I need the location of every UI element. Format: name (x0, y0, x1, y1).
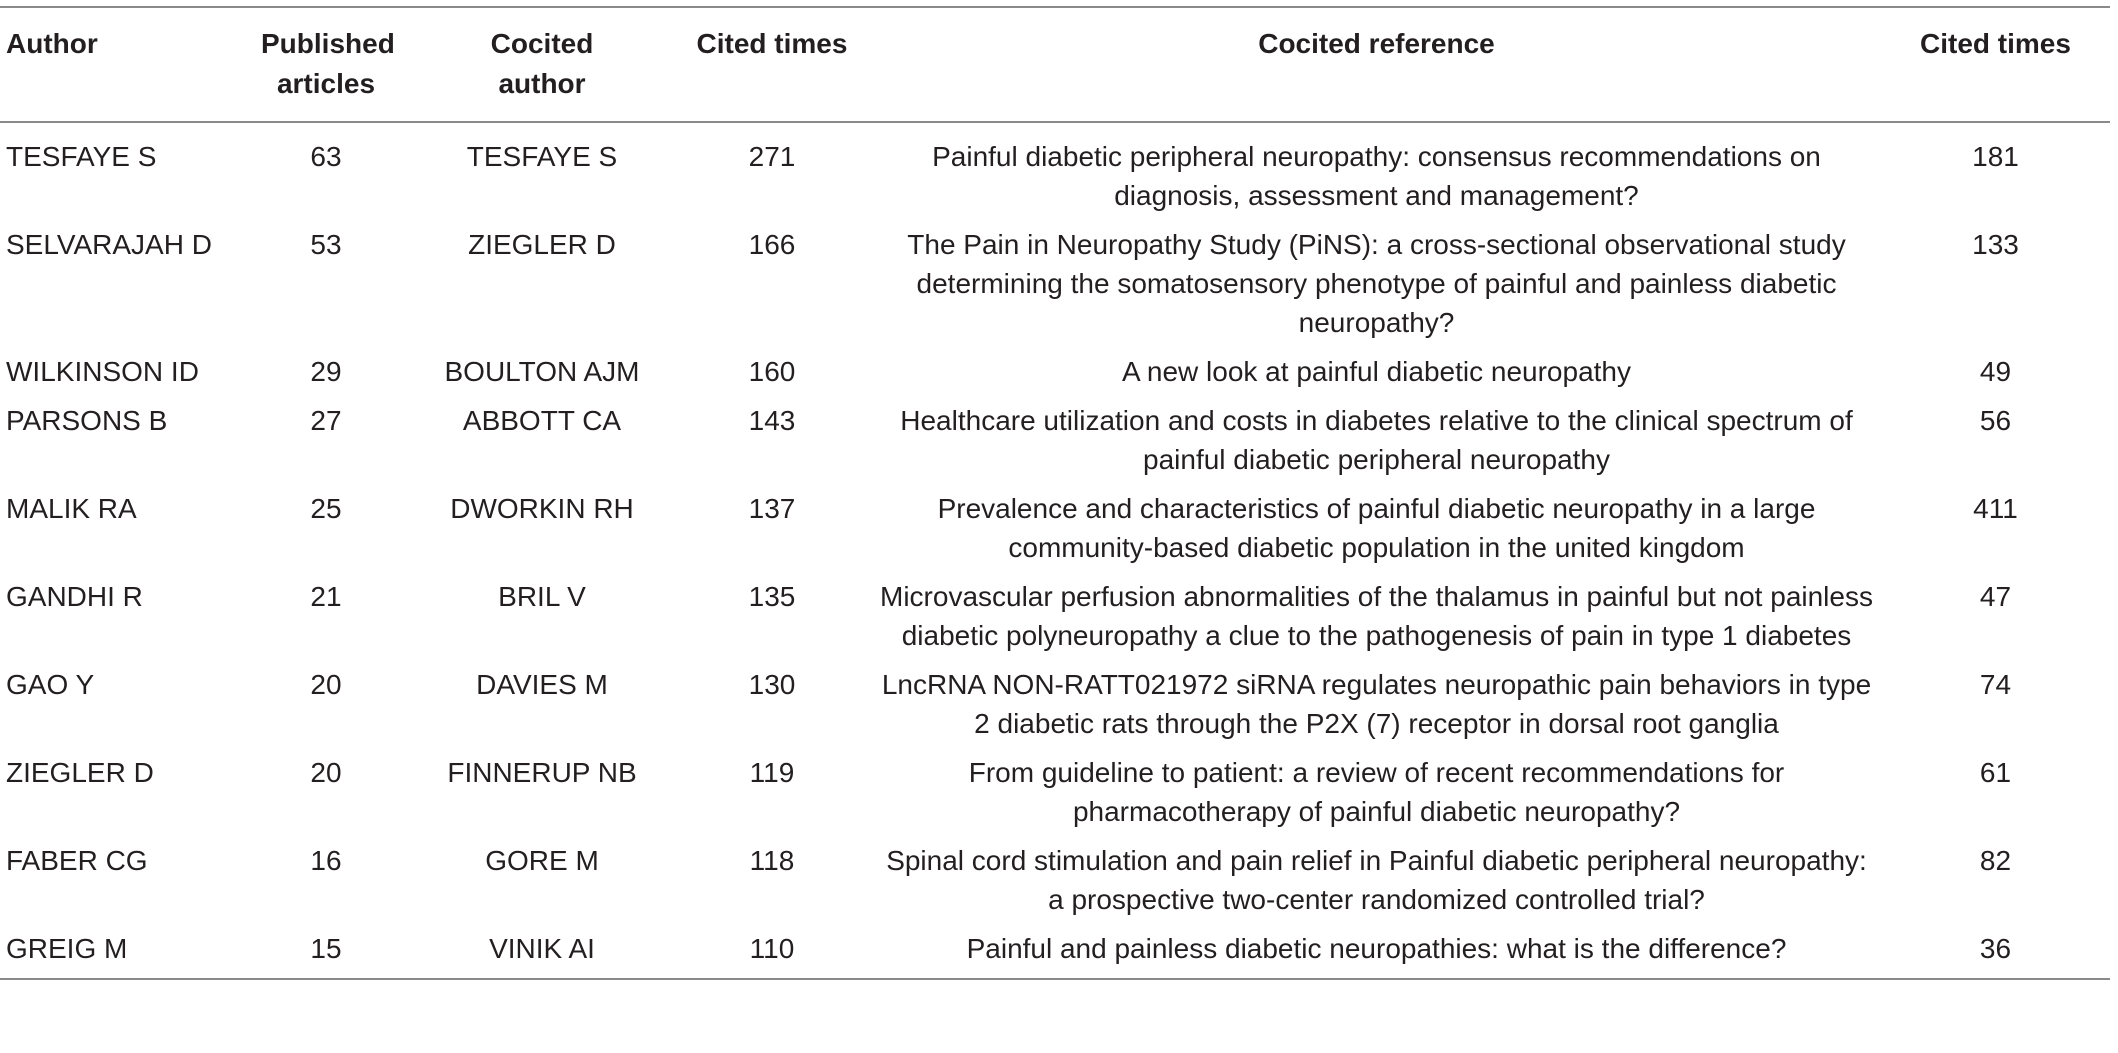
cell-author: GREIG M (6, 933, 128, 964)
cell-cocited-reference: Microvascular perfusion abnormalities of the thalamus in painful but not painless diabetic polyneuropathy a clue to the pathogenesis of pain in type 1 diabetes (880, 581, 1873, 651)
cell-published-articles: 53 (310, 229, 342, 260)
header-cited-times-reference: Cited times (1920, 28, 2071, 59)
cell-cited-times-author: 119 (749, 757, 795, 788)
cell-cocited-author: DWORKIN RH (450, 493, 634, 524)
cell-cocited-reference: Painful and painless diabetic neuropathies: what is the difference? (966, 933, 1787, 964)
cell-cocited-reference: LncRNA NON-RATT021972 siRNA regulates neuropathic pain behaviors in type 2 diabetic rats through the P2X (7) receptor in dorsal root ganglia (881, 669, 1872, 739)
header-cocited-author-label: Cocited author (490, 28, 594, 99)
cell-cited-times-reference: 411 (1973, 493, 2018, 524)
cell-author: ZIEGLER D (6, 757, 154, 788)
header-published-articles (240, 7, 412, 122)
table-row (0, 753, 2110, 841)
cell-cited-times-reference: 61 (1979, 757, 2012, 788)
cell-cited-times-author: 143 (748, 405, 796, 436)
cell-cocited-author: VINIK AI (489, 933, 595, 964)
table-row (0, 225, 2110, 352)
header-cocited-reference: Cocited reference (1258, 28, 1495, 59)
cell-published-articles: 63 (310, 141, 342, 172)
cell-cited-times-reference: 82 (1979, 845, 2012, 876)
cell-cited-times-reference: 133 (1972, 229, 2019, 260)
cell-cocited-author: BOULTON AJM (444, 356, 640, 387)
cell-cocited-reference: Prevalence and characteristics of painful diabetic neuropathy in a large community-based diabetic population in the united kingdom (937, 493, 1816, 563)
cell-cited-times-author: 137 (748, 493, 796, 524)
header-cocited-author (412, 7, 672, 122)
cell-cited-times-reference: 56 (1979, 405, 2012, 436)
cell-cited-times-author: 160 (748, 356, 796, 387)
table-row (0, 401, 2110, 489)
cell-cocited-author: ABBOTT CA (462, 405, 622, 436)
header-author: Author (6, 28, 98, 59)
cell-cited-times-author: 135 (748, 581, 796, 612)
table-row (0, 665, 2110, 753)
cell-cocited-reference: Healthcare utilization and costs in diabetes relative to the clinical spectrum of painful diabetic peripheral neuropathy (900, 405, 1853, 475)
cell-author: PARSONS B (6, 405, 168, 436)
header-cited-times-author: Cited times (696, 28, 848, 59)
cell-author: FABER CG (6, 845, 148, 876)
table-row (0, 929, 2110, 979)
cell-cocited-author: GORE M (485, 845, 599, 876)
cell-cocited-reference: The Pain in Neuropathy Study (PiNS): a cross-sectional observational study determining the somatosensory phenotype of painful and painless diabetic neuropathy? (907, 229, 1846, 338)
header-published-articles-label: Published articles (261, 28, 395, 99)
cell-cited-times-reference: 47 (1979, 581, 2012, 612)
cell-author: SELVARAJAH D (6, 229, 212, 260)
cell-cited-times-reference: 36 (1979, 933, 2012, 964)
cell-cocited-author: ZIEGLER D (468, 229, 616, 260)
cell-author: WILKINSON ID (6, 356, 199, 387)
table-row (0, 352, 2110, 401)
cell-published-articles: 20 (310, 757, 342, 788)
cell-author: GAO Y (6, 669, 95, 700)
cell-cocited-reference: A new look at painful diabetic neuropathy (1121, 356, 1632, 387)
cell-cited-times-author: 118 (749, 845, 795, 876)
cell-cited-times-author: 110 (749, 933, 795, 964)
cell-published-articles: 20 (310, 669, 342, 700)
cell-cocited-author: BRIL V (498, 581, 586, 612)
cell-cited-times-author: 166 (748, 229, 796, 260)
table-row (0, 122, 2110, 225)
table-row (0, 841, 2110, 929)
table-row (0, 577, 2110, 665)
cell-published-articles: 29 (310, 356, 342, 387)
cell-cocited-reference: From guideline to patient: a review of recent recommendations for pharmacotherapy of painful diabetic neuropathy? (968, 757, 1785, 827)
cell-published-articles: 16 (310, 845, 342, 876)
cell-cocited-author: DAVIES M (476, 669, 608, 700)
cell-cited-times-author: 271 (748, 141, 796, 172)
cocitation-table (0, 6, 2110, 980)
cell-published-articles: 15 (310, 933, 342, 964)
table-body (0, 122, 2110, 979)
cell-published-articles: 21 (310, 581, 342, 612)
cell-cited-times-reference: 49 (1979, 356, 2012, 387)
cell-author: MALIK RA (6, 493, 137, 524)
cell-author: GANDHI R (6, 581, 143, 612)
header-row (0, 7, 2110, 122)
cell-cited-times-reference: 181 (1972, 141, 2019, 172)
cell-cocited-author: TESFAYE S (466, 141, 618, 172)
table-header (0, 7, 2110, 122)
cell-cocited-author: FINNERUP NB (447, 757, 637, 788)
table-row (0, 489, 2110, 577)
cell-cited-times-reference: 74 (1979, 669, 2012, 700)
cell-published-articles: 27 (310, 405, 342, 436)
cell-published-articles: 25 (310, 493, 342, 524)
cell-cocited-reference: Spinal cord stimulation and pain relief in Painful diabetic peripheral neuropathy: a prospective two-center randomized controlled trial? (886, 845, 1867, 915)
cell-cited-times-author: 130 (748, 669, 796, 700)
cell-cocited-reference: Painful diabetic peripheral neuropathy: consensus recommendations on diagnosis, assessment and management? (932, 141, 1821, 211)
cell-author: TESFAYE S (6, 141, 157, 172)
